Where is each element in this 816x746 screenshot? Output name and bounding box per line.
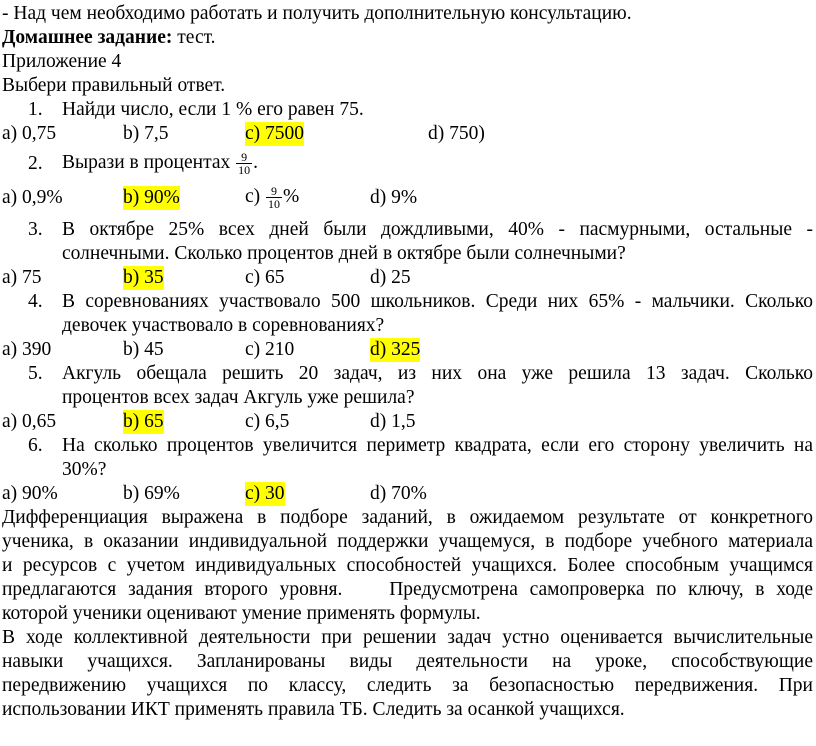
option-b-correct: b) 90%: [123, 187, 180, 208]
question-number: 6.: [28, 435, 43, 456]
question-number: 2.: [28, 153, 43, 174]
option-d: d) 1,5: [370, 411, 416, 432]
option-a: a) 90%: [2, 483, 58, 504]
option-a: a) 0,9%: [2, 187, 63, 208]
appendix-title: Приложение 4: [2, 51, 122, 72]
option-c: c) 65: [245, 267, 285, 288]
homework-line: [2, 26, 216, 50]
option-a: a) 75: [2, 267, 42, 288]
paragraph-line: использовании ИКТ применять правила ТБ. Следить за осанкой учащихся.: [2, 699, 625, 720]
option-c: c) 6,5: [245, 411, 290, 432]
option-c-suffix: %: [283, 186, 300, 207]
fraction-numerator: 9: [236, 151, 252, 164]
option-b: b) 69%: [123, 483, 180, 504]
option-c-label: c): [245, 186, 261, 207]
paragraph-line: В ходе коллективной деятельности при решении задач устно оценивается вычислительные: [2, 627, 813, 648]
option-a: a) 0,75: [2, 123, 57, 144]
homework-label: Домашнее задание:: [2, 27, 173, 48]
option-c: [245, 180, 299, 214]
question-text-continued: солнечными. Сколько процентов дней в октябре были солнечными?: [62, 243, 626, 264]
fraction: [266, 185, 282, 210]
question-text: В соревнованиях участвовало 500 школьников. Среди них 65% - мальчики. Сколько: [62, 291, 813, 312]
option-d: d) 25: [370, 267, 411, 288]
fraction-denominator: 10: [268, 197, 281, 212]
homework-value: тест.: [172, 27, 216, 48]
question-text: В октябре 25% всех дней были дождливыми, 40% - пасмурными, остальные -: [62, 219, 813, 240]
fraction: [236, 151, 252, 176]
paragraph-line: которой ученики оценивают умение применять формулы.: [2, 603, 481, 624]
option-d: d) 750): [428, 123, 485, 144]
question-number: 1.: [28, 99, 43, 120]
paragraph-line: и ресурсов с учетом индивидуальных способностей учащихся. Более способным учащимся: [2, 555, 813, 576]
question-text: На сколько процентов увеличится периметр квадрата, если его сторону увеличить на: [62, 435, 813, 456]
fraction-denominator: 10: [238, 163, 251, 178]
option-c-correct: c) 7500: [245, 123, 305, 144]
option-c-correct: c) 30: [245, 483, 285, 504]
option-b: b) 45: [123, 339, 164, 360]
option-d: d) 70%: [370, 483, 427, 504]
option-b-correct: b) 35: [123, 267, 164, 288]
question-number: 5.: [28, 363, 43, 384]
option-b: b) 7,5: [123, 123, 169, 144]
paragraph-line: Дифференциация выражена в подборе заданий, в ожидаемом результате от конкретного: [2, 507, 813, 528]
option-a: a) 390: [2, 339, 52, 360]
question-text-continued: девочек участвовало в соревнованиях?: [62, 315, 385, 336]
fraction-numerator: 9: [266, 185, 282, 198]
question-text-after: .: [253, 152, 258, 173]
option-b-correct: b) 65: [123, 411, 164, 432]
paragraph-line: передвижению учащихся по классу, следить за безопасностью передвижения. При: [2, 675, 813, 696]
option-a: a) 0,65: [2, 411, 57, 432]
paragraph-line: навыки учащихся. Запланированы виды деятельности на уроке, способствующие: [2, 651, 813, 672]
question-text: [62, 146, 258, 180]
instruction: Выбери правильный ответ.: [2, 75, 226, 96]
option-d-correct: d) 325: [370, 339, 421, 360]
question-text-before: Вырази в процентах: [62, 152, 231, 173]
question-text-continued: процентов всех задач Акгуль уже решила?: [62, 387, 415, 408]
question-text-continued: 30%?: [62, 459, 107, 480]
question-text: Акгуль обещала решить 20 задач, из них она уже решила 13 задач. Сколько: [62, 363, 813, 384]
paragraph-line: ученика, в оказании индивидуальной поддержки учащемуся, в подборе учебного материала: [2, 531, 813, 552]
question-text: Найди число, если 1 % его равен 75.: [62, 99, 364, 120]
question-number: 3.: [28, 219, 43, 240]
paragraph-line: предлагаются задания второго уровня. Предусмотрена самопроверка по ключу, в ходе: [2, 579, 813, 600]
option-c: c) 210: [245, 339, 295, 360]
intro-line: - Над чем необходимо работать и получить дополнительную консультацию.: [2, 3, 632, 24]
question-number: 4.: [28, 291, 43, 312]
option-d: d) 9%: [370, 187, 418, 208]
